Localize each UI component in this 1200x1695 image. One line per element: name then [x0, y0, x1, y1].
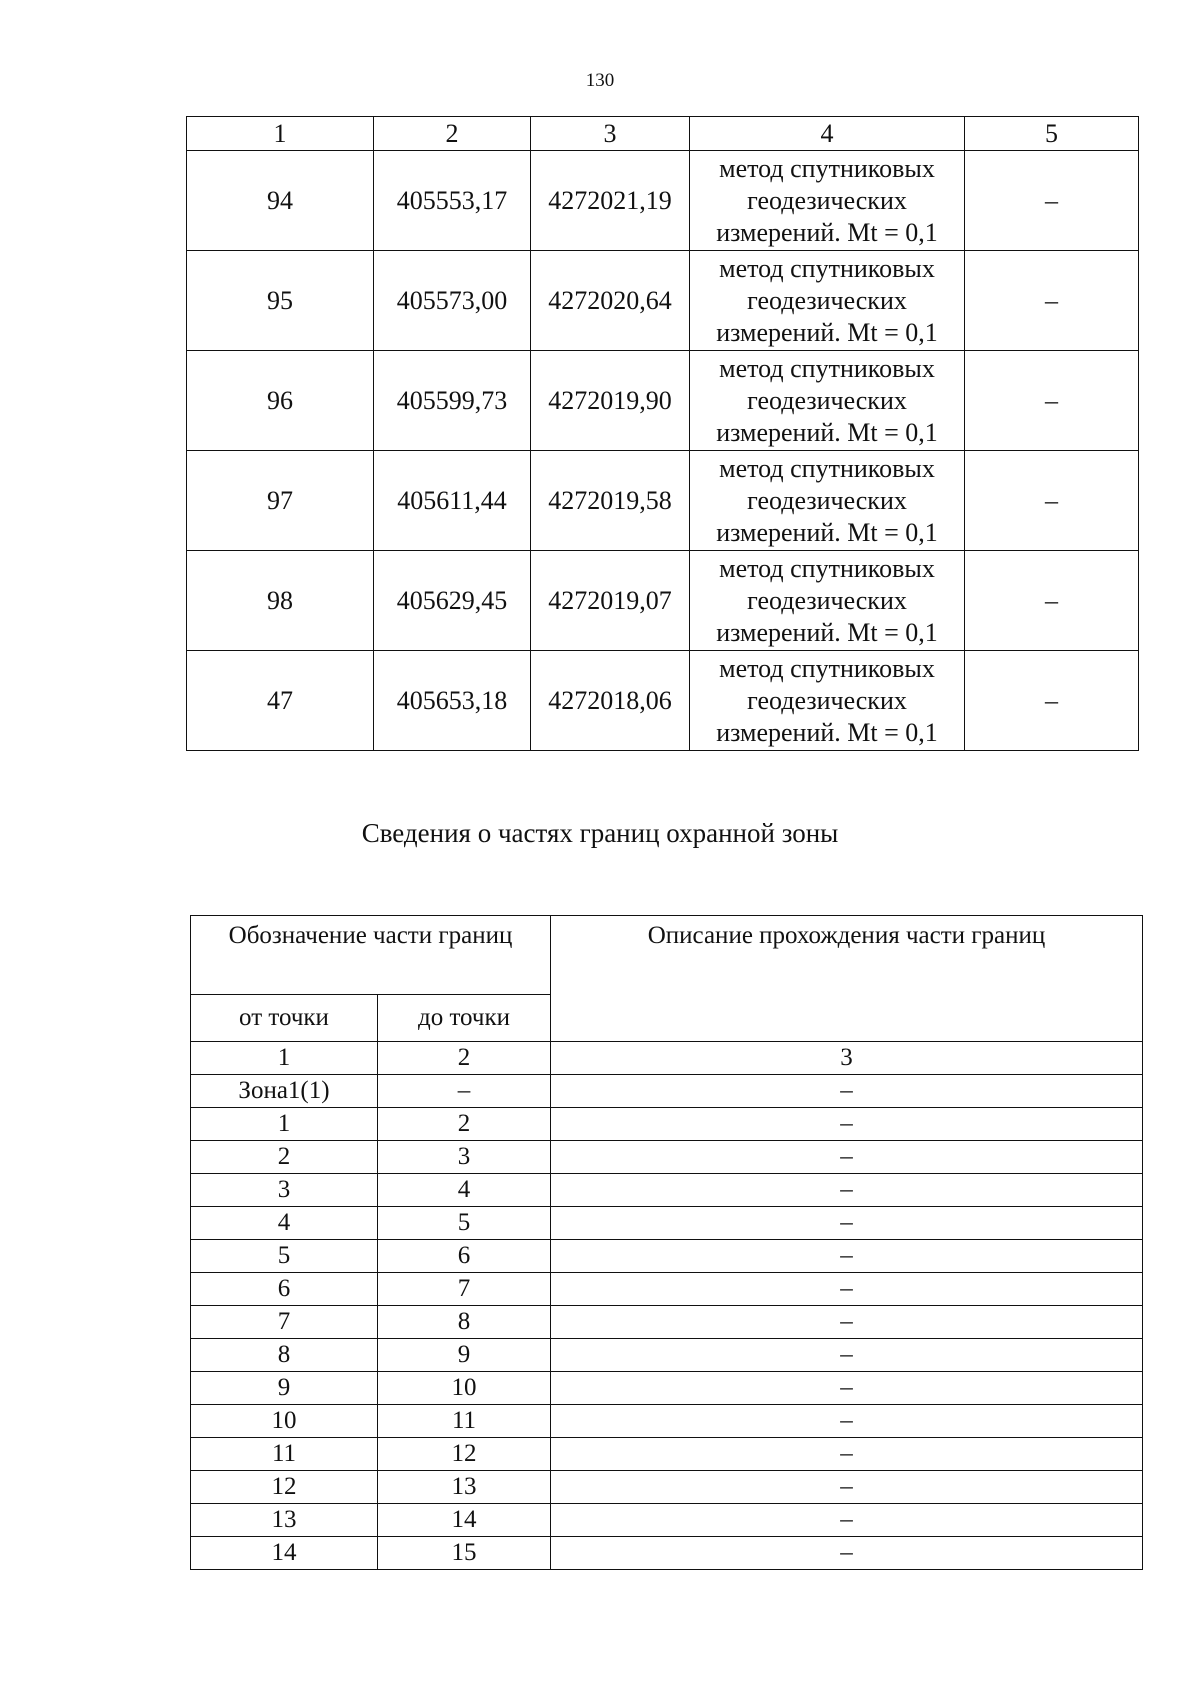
column-number-3: 3 [531, 117, 690, 151]
point-number-cell: 94 [187, 151, 374, 251]
description-cell: – [551, 1273, 1143, 1306]
note-cell: – [965, 151, 1139, 251]
page-number: 130 [585, 70, 615, 91]
table-row [191, 1537, 1143, 1570]
table-row [191, 1405, 1143, 1438]
to-point-cell: 13 [378, 1471, 551, 1504]
table-row [187, 151, 1139, 251]
table-row [191, 1306, 1143, 1339]
method-text-line: метод спутниковых [719, 153, 935, 183]
method-cell [690, 251, 965, 351]
column-numbering-row [191, 1042, 1143, 1075]
table-row [191, 1141, 1143, 1174]
x-coordinate-cell: 405629,45 [374, 551, 531, 651]
table-row [187, 251, 1139, 351]
method-text-line: метод спутниковых [719, 453, 935, 483]
x-coordinate-cell: 405653,18 [374, 651, 531, 751]
to-point-cell: 8 [378, 1306, 551, 1339]
method-text-line: метод спутниковых [719, 653, 935, 683]
from-point-cell: 8 [191, 1339, 378, 1372]
column-number-5: 5 [965, 117, 1139, 151]
to-point-cell: 5 [378, 1207, 551, 1240]
method-text-line: геодезических [747, 185, 907, 215]
method-cell [690, 151, 965, 251]
from-point-cell: 1 [191, 1108, 378, 1141]
description-cell: – [551, 1438, 1143, 1471]
method-text-line: геодезических [747, 585, 907, 615]
to-point-cell: 6 [378, 1240, 551, 1273]
y-coordinate-cell: 4272018,06 [531, 651, 690, 751]
column-number-1: 1 [187, 117, 374, 151]
table-header-row [191, 916, 1143, 995]
point-number-cell: 98 [187, 551, 374, 651]
y-coordinate-cell: 4272020,64 [531, 251, 690, 351]
method-cell [690, 551, 965, 651]
description-cell: – [551, 1405, 1143, 1438]
description-cell: – [551, 1240, 1143, 1273]
description-cell: – [551, 1339, 1143, 1372]
method-cell [690, 451, 965, 551]
x-coordinate-cell: 405611,44 [374, 451, 531, 551]
point-number-cell: 96 [187, 351, 374, 451]
header-to-point: до точки [378, 995, 551, 1042]
method-text-line: измерений. Mt = 0,1 [716, 317, 938, 347]
method-text-line: геодезических [747, 385, 907, 415]
y-coordinate-cell: 4272019,58 [531, 451, 690, 551]
table-header-row [187, 117, 1139, 151]
to-point-cell: 2 [378, 1108, 551, 1141]
from-point-cell: 5 [191, 1240, 378, 1273]
description-cell: – [551, 1306, 1143, 1339]
method-text-line: геодезических [747, 485, 907, 515]
to-point-cell: 4 [378, 1174, 551, 1207]
from-point-cell: 3 [191, 1174, 378, 1207]
y-coordinate-cell: 4272021,19 [531, 151, 690, 251]
from-point-cell: 13 [191, 1504, 378, 1537]
method-text-line: измерений. Mt = 0,1 [716, 217, 938, 247]
from-point-cell: 12 [191, 1471, 378, 1504]
method-text-line: измерений. Mt = 0,1 [716, 417, 938, 447]
description-cell: – [551, 1174, 1143, 1207]
point-number-cell: 95 [187, 251, 374, 351]
description-cell: – [551, 1471, 1143, 1504]
method-text-line: геодезических [747, 285, 907, 315]
description-cell: – [551, 1075, 1143, 1108]
to-point-cell: 7 [378, 1273, 551, 1306]
description-cell: – [551, 1108, 1143, 1141]
from-point-cell: 4 [191, 1207, 378, 1240]
description-cell: – [551, 1537, 1143, 1570]
table-row [187, 351, 1139, 451]
description-cell: – [551, 1504, 1143, 1537]
from-point-cell: 7 [191, 1306, 378, 1339]
from-point-cell: Зона1(1) [191, 1075, 378, 1108]
column-number-4: 4 [690, 117, 965, 151]
table-row [191, 1075, 1143, 1108]
description-cell: – [551, 1207, 1143, 1240]
method-text-line: метод спутниковых [719, 253, 935, 283]
y-coordinate-cell: 4272019,07 [531, 551, 690, 651]
to-point-cell: 3 [378, 1141, 551, 1174]
method-text-line: измерений. Mt = 0,1 [716, 717, 938, 747]
table-row [191, 1504, 1143, 1537]
table-row [187, 651, 1139, 751]
column-number-2: 2 [374, 117, 531, 151]
y-coordinate-cell: 4272019,90 [531, 351, 690, 451]
to-point-cell: 12 [378, 1438, 551, 1471]
note-cell: – [965, 551, 1139, 651]
table-row [191, 1471, 1143, 1504]
to-point-cell: – [378, 1075, 551, 1108]
description-cell: – [551, 1141, 1143, 1174]
method-cell [690, 351, 965, 451]
to-point-cell: 10 [378, 1372, 551, 1405]
coordinates-table [186, 116, 1139, 751]
header-from-point: от точки [191, 995, 378, 1042]
table-row [191, 1108, 1143, 1141]
point-number-cell: 47 [187, 651, 374, 751]
section-title: Сведения о частях границ охранной зоны [361, 818, 839, 848]
table-row [191, 1438, 1143, 1471]
table-row [191, 1273, 1143, 1306]
header-part-designation: Обозначение части границ [191, 916, 551, 995]
note-cell: – [965, 351, 1139, 451]
x-coordinate-cell: 405599,73 [374, 351, 531, 451]
method-text-line: геодезических [747, 685, 907, 715]
header-part-description: Описание прохождения части границ [551, 916, 1143, 1042]
note-cell: – [965, 451, 1139, 551]
table-row [187, 451, 1139, 551]
method-text-line: измерений. Mt = 0,1 [716, 617, 938, 647]
to-point-cell: 14 [378, 1504, 551, 1537]
method-text-line: метод спутниковых [719, 353, 935, 383]
method-text-line: метод спутниковых [719, 553, 935, 583]
point-number-cell: 97 [187, 451, 374, 551]
column-number-3: 3 [551, 1042, 1143, 1075]
method-cell [690, 651, 965, 751]
column-number-2: 2 [378, 1042, 551, 1075]
from-point-cell: 14 [191, 1537, 378, 1570]
note-cell: – [965, 651, 1139, 751]
table-row [187, 551, 1139, 651]
to-point-cell: 11 [378, 1405, 551, 1438]
note-cell: – [965, 251, 1139, 351]
method-text-line: измерений. Mt = 0,1 [716, 517, 938, 547]
to-point-cell: 15 [378, 1537, 551, 1570]
boundary-parts-table [190, 915, 1143, 1570]
table-row [191, 1372, 1143, 1405]
x-coordinate-cell: 405553,17 [374, 151, 531, 251]
table-row [191, 1207, 1143, 1240]
table-row [191, 1174, 1143, 1207]
column-number-1: 1 [191, 1042, 378, 1075]
to-point-cell: 9 [378, 1339, 551, 1372]
description-cell: – [551, 1372, 1143, 1405]
table-row [191, 1339, 1143, 1372]
x-coordinate-cell: 405573,00 [374, 251, 531, 351]
from-point-cell: 11 [191, 1438, 378, 1471]
from-point-cell: 10 [191, 1405, 378, 1438]
from-point-cell: 9 [191, 1372, 378, 1405]
table-row [191, 1240, 1143, 1273]
from-point-cell: 2 [191, 1141, 378, 1174]
from-point-cell: 6 [191, 1273, 378, 1306]
